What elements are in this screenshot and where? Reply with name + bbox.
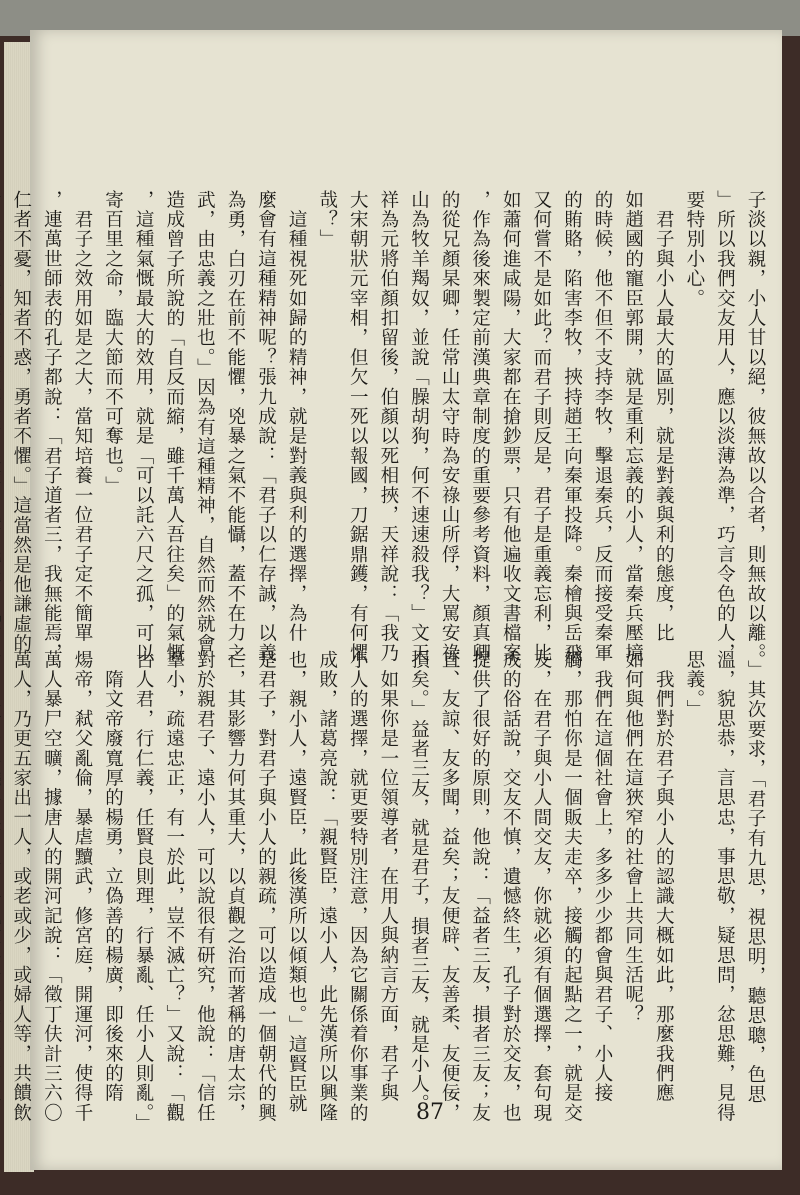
- text-column: 思義。」: [683, 650, 705, 720]
- text-column: 武，由忠義之壯也。」因為有這種精神，自然而然就會: [194, 190, 216, 654]
- text-column: 觸，那怕你是一個販夫走卒，接觸的起點之一，就是交: [561, 650, 583, 1123]
- text-column: [0, 650, 1, 1123]
- text-column: 如趙國的寵臣郭開，就是重利忘義的小人，當秦兵壓境: [622, 190, 644, 663]
- text-column: 山為牧羊羯奴，並說「臊胡狗，何不速速殺我？」文天: [408, 190, 430, 663]
- text-column: 小人的選擇，就更要特別注意，因為它關係着你事業的: [347, 650, 369, 1123]
- text-column: 子淡以親，小人甘以絕，彼無故以合者，則無故以離。: [745, 190, 766, 663]
- text-column: 為勇，白刃在前不能懼，兇暴之氣不能懾，蓋不在力之: [224, 190, 246, 663]
- text-column: 又何嘗不是如此？而君子則反是，君子是重義忘利，比: [530, 190, 552, 663]
- text-column: 君子與小人最大的區別，就是對義與利的態度，比: [653, 190, 675, 644]
- text-column: 提供了很好的原則，他說：「益者三友，損者三友；友: [469, 650, 491, 1123]
- text-column: 直、友諒、友多聞，益矣；友便辟、友善柔、友便佞，: [439, 650, 461, 1123]
- text-column: 麼會有這種精神呢？張九成說：「君子以仁存誠，以義: [255, 190, 277, 663]
- book-page: [10, 30, 782, 1170]
- text-column: 成的俗話說，交友不慎，遺憾終生，孔子對於交友，也: [500, 650, 522, 1123]
- text-column: 煬帝，弒父亂倫，暴虐黷武，修宮庭，開運河，使得千: [71, 650, 93, 1123]
- text-column: 萬人暴尸空曠，據唐人的開河記說：「徵丁伕計三六〇: [41, 650, 63, 1123]
- text-column: 。」其次要求，「君子有九思，視思明，聽思聰，色思: [745, 650, 766, 1105]
- text-column: 的賄賂，陷害李牧，挾持趙王向秦軍投降。秦檜與岳飛: [561, 190, 583, 663]
- text-column: 損矣。」益者三友，就是君子，損者三友，就是小人。: [408, 650, 430, 1114]
- text-column: 如何與他們在這狹窄的社會上共同生活呢？: [622, 650, 644, 1025]
- text-column: 也，親小人，遠賢臣，此後漢所以傾類也。」這賢臣就: [286, 650, 308, 1114]
- text-column: 要特別小心。: [683, 190, 705, 309]
- text-column: 我們在這個社會上，多多少少都會與君子、小人接: [592, 650, 614, 1104]
- text-column: 造成曾子所說的「自反而縮，雖千萬人吾往矣」的氣慨: [163, 190, 185, 663]
- text-column: [0, 190, 1, 643]
- text-column: 祥為元將伯顏扣留後，伯顏以死相挾，天祥說：「我乃: [377, 190, 399, 663]
- text-column: 如果你是一位領導者，在用人與納言方面，君子與: [377, 650, 399, 1104]
- text-column: 溫，貌思恭，言思忠，事思敬，疑思問，忿思難，見得: [714, 650, 736, 1123]
- text-column: 這種視死如歸的精神，就是對義與利的選擇，為什: [286, 190, 308, 644]
- text-column: 君子之效用如是之大，當知培養一位君子定不簡單: [71, 190, 93, 644]
- text-column: 我們對於君子與小人的認識大概如此，那麼我們應: [653, 650, 675, 1104]
- page-number: 87: [416, 1100, 444, 1125]
- text-column: ，這種氣慨最大的效用，就是「可以託六尺之孤，可以: [133, 190, 155, 663]
- text-column: ，作為後來製定前漢典章制度的重要參考資料，顏真卿: [469, 190, 491, 663]
- text-column: 隋文帝廢寬厚的楊勇，立偽善的楊廣，即後來的隋: [102, 650, 124, 1104]
- text-column: 的從兄顏杲卿，任常山太守時為安祿山所俘，大罵安祿: [439, 190, 461, 663]
- text-column: 萬人，乃更五家出一人，或老或少，或婦人等，共饋飲: [10, 650, 32, 1123]
- text-column: ，連萬世師表的孔子都說：「君子道者三，我無能焉，: [41, 190, 63, 663]
- text-column: 大宋朝狀元宰相，但欠一死以報國，刀鋸鼎鑊，有何懼: [347, 190, 369, 663]
- text-column: 的時候，他不但不支持李牧，擊退秦兵，反而接受秦軍: [592, 190, 614, 663]
- text-column: 對於親君子、遠小人，可以說很有研究，他說：「信任: [194, 650, 216, 1123]
- text-column: 成敗，諸葛亮說：「親賢臣，遠小人，此先漢所以興隆: [316, 650, 338, 1123]
- text-column: 哉？」: [316, 190, 338, 250]
- text-column: 友，在君子與小人間交友，你就必須有個選擇，套句現: [530, 650, 552, 1123]
- upper-text-block: [10, 190, 770, 663]
- text-column: 古人君，行仁義，任賢良則理，行暴亂、任小人則亂。」: [133, 650, 155, 1134]
- text-column: 是君子，對君子與小人的親疏，可以造成一個朝代的興: [255, 650, 277, 1123]
- text-column: 仁者不憂，知者不惑，勇者不懼。」這當然是他謙虛的: [10, 190, 32, 654]
- text-column: 寄百里之命，臨大節而不可奪也。」: [102, 190, 124, 496]
- text-column: 」所以我們交友用人，應以淡薄為準，巧言令色的人，: [714, 190, 736, 663]
- text-column: 如蕭何進咸陽，大家都在搶鈔票，只有他遍收文書檔案: [500, 190, 522, 663]
- text-column: 亡，其影響力何其重大，以貞觀之治而著稱的唐太宗，: [224, 650, 246, 1123]
- text-column: 羣小，疏遠忠正，有一於此，豈不滅亡？」又說：「觀: [163, 650, 185, 1123]
